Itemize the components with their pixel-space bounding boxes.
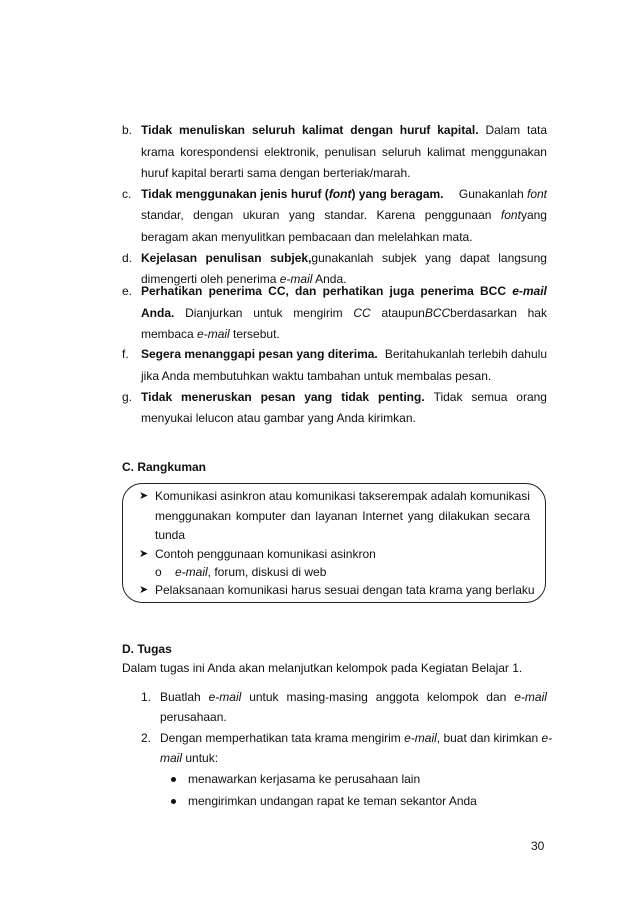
item-b-line3: huruf kapital berarti sama dengan berteriak/marah. — [141, 166, 411, 180]
arrow-bullet-icon: ➤ — [139, 490, 149, 502]
item-g-line1: Tidak meneruskan pesan yang tidak penting. Tidak semua orang — [141, 390, 547, 404]
item-letter-e: e. — [122, 284, 133, 298]
section-heading-tugas: D. Tugas — [122, 642, 172, 656]
section-heading-rangkuman: C. Rangkuman — [122, 460, 207, 474]
tugas-intro: Dalam tugas ini Anda akan melanjutkan kelompok pada Kegiatan Belajar 1. — [122, 661, 523, 675]
item-letter-g: g. — [122, 390, 133, 404]
item-c-line3: beragam akan menyulitkan pembacaan dan melelahkan mata. — [141, 230, 473, 244]
item-f-line1: Segera menanggapi pesan yang diterima. Beritahukanlah terlebih dahulu — [141, 347, 547, 361]
bullet-dot-icon — [171, 799, 176, 804]
item-letter-f: f. — [122, 347, 129, 361]
item-letter-b: b. — [122, 123, 133, 137]
arrow-bullet-icon: ➤ — [139, 584, 149, 596]
item-f-line2: jika Anda membutuhkan waktu tambahan untuk membalas pesan. — [141, 369, 492, 383]
summary-bullet2: Contoh penggunaan komunikasi asinkron — [155, 547, 376, 561]
arrow-bullet-icon: ➤ — [139, 548, 149, 560]
task2-sub1: menawarkan kerjasama ke perusahaan lain — [188, 772, 421, 786]
item-e-line3: membaca e-mail tersebut. — [141, 327, 280, 341]
item-b-line1: Tidak menuliskan seluruh kalimat dengan huruf kapital. Dalam tata — [141, 123, 547, 137]
item-g-line2: menyukai lelucon atau gambar yang Anda kirimkan. — [141, 411, 416, 425]
task2-number: 2. — [141, 731, 152, 745]
task2-line2: mail untuk: — [160, 751, 219, 765]
summary-sub-item: e-mail, forum, diskusi di web — [175, 565, 327, 579]
task1-line1: Buatlah e-mail untuk masing-masing anggota kelompok dan e-mail — [160, 690, 547, 704]
item-letter-d: d. — [122, 251, 133, 265]
summary-bullet1-line1: Komunikasi asinkron atau komunikasi takserempak adalah komunikasi — [155, 489, 530, 503]
summary-bullet3: Pelaksanaan komunikasi harus sesuai dengan tata krama yang berlaku — [155, 583, 535, 597]
task2-line1: Dengan memperhatikan tata krama mengirim e-mail, buat dan kirimkan e- — [160, 731, 553, 745]
task1-number: 1. — [141, 690, 152, 704]
item-d-line2: dimengerti oleh penerima e-mail Anda. — [141, 272, 347, 286]
item-c-line1: Tidak menggunakan jenis huruf (font) yang beragam. Gunakanlah font — [141, 187, 547, 201]
page-number: 30 — [531, 839, 545, 853]
item-d-line1: Kejelasan penulisan subjek,gunakanlah subjek yang dapat langsung — [141, 251, 547, 265]
bullet-dot-icon — [171, 777, 176, 782]
item-b-line2: krama korespondensi elektronik, penulisan seluruh kalimat menggunakan — [141, 145, 547, 159]
item-c-line2: standar, dengan ukuran yang standar. Karena penggunaan fontyang — [141, 208, 547, 222]
summary-sub-marker: o — [155, 565, 162, 579]
summary-bullet1-line2: menggunakan komputer dan layanan Internet yang dilakukan secara — [155, 509, 530, 523]
task1-line2: perusahaan. — [160, 710, 227, 724]
task2-sub2: mengirimkan undangan rapat ke teman sekantor Anda — [188, 794, 477, 808]
summary-bullet1-line3: tunda — [155, 528, 186, 542]
item-e-line2: Anda. Dianjurkan untuk mengirim CC ataupunBCCberdasarkan hak — [141, 306, 547, 320]
item-e-line1: Perhatikan penerima CC, dan perhatikan juga penerima BCC e-mail — [141, 284, 547, 298]
item-letter-c: c. — [122, 187, 132, 201]
